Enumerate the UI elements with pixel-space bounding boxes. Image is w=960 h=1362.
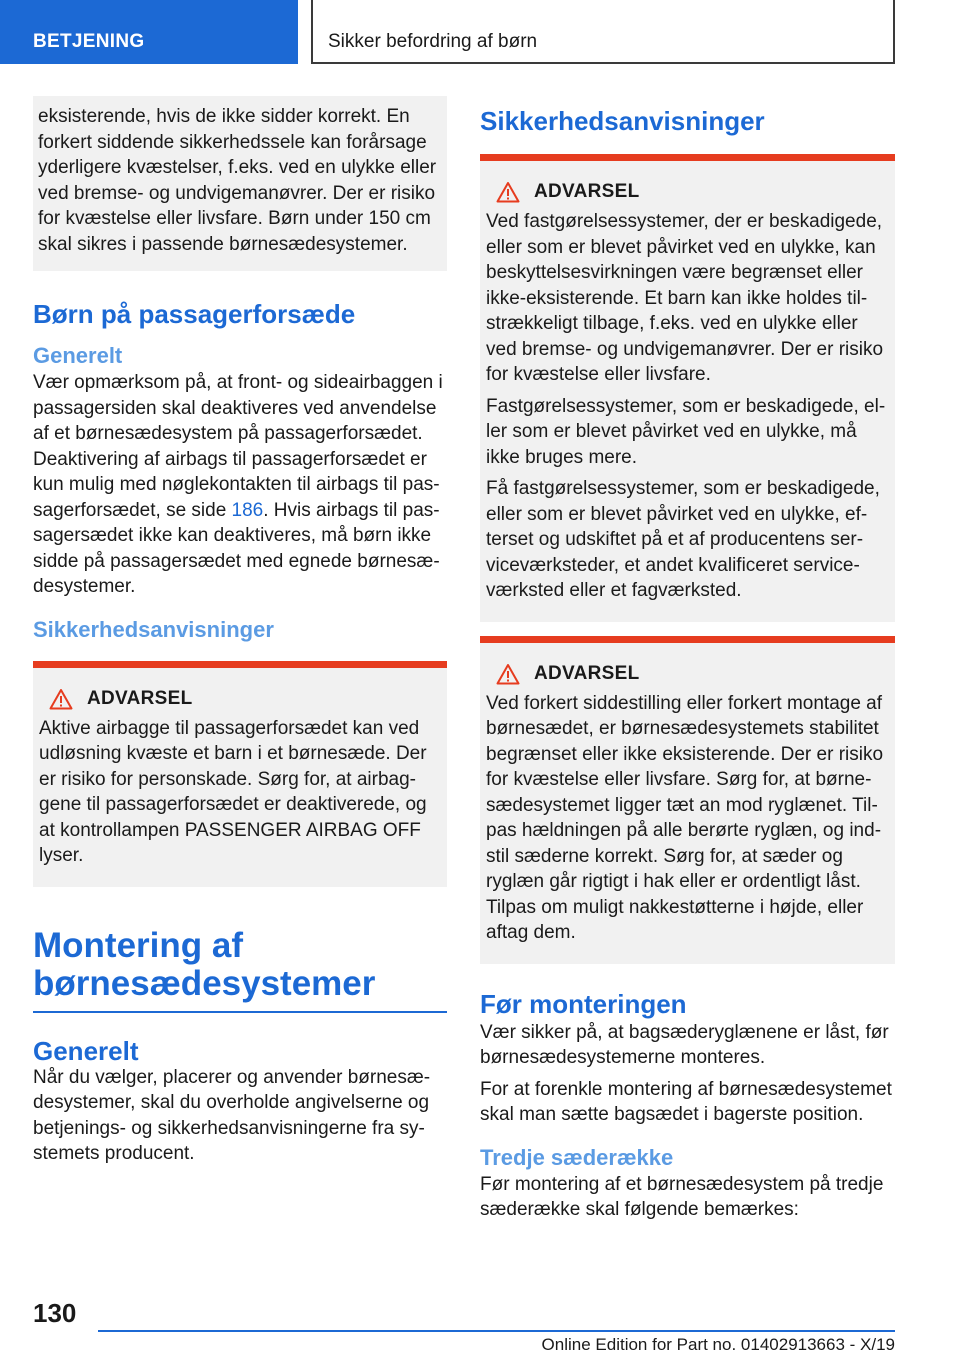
chapter-title: Sikker befordring af børn xyxy=(311,0,895,64)
continued-warning-text: eksisterende, hvis de ikke sidder korrekt. En forkert siddende sikkerhedssele kan forårsage yderligere kvæstelser, f.eks. ved en ulykke eller ved bremse- og undvigemanøvrer. Der er risiko for kvæstelse eller livsfare. Børn under 150 cm skal sikres i passende børnesædesystemer. xyxy=(38,106,437,255)
warning-text: Ved forkert siddestilling eller forkert montage af børnesædet, er børnesædesystemets stabilitet begrænset eller ikke eksisterende. Der er risiko for kvæstelse eller livsfare. Sørg for, at børnesædesystemet ligger tæt an mod ryglænet. Tilpas hældningen på alle berørte ryglæn, og indstil sæderne korrekt. Sørg for, at sæder og ryglæn går rigtigt i hak eller er ordentligt låst. Tilpas om muligt nakkestøtterne i højde, eller aftag dem. xyxy=(486,692,884,943)
warning-triangle-icon xyxy=(49,688,73,710)
warning-triangle-icon xyxy=(496,181,520,203)
warning-title: ADVARSEL xyxy=(87,687,193,709)
page-header xyxy=(0,0,960,66)
warning-title: ADVARSEL xyxy=(534,181,640,202)
right-column xyxy=(480,96,895,1223)
warning-box-seat-position xyxy=(480,636,895,964)
warning-title: ADVARSEL xyxy=(534,662,640,684)
warning-text: Aktive airbagge til passagerforsædet kan ved udløsning kvæste et barn i et børnesæde. Der er risiko for personskade. Sørg for, at airbaggene til passagerforsædet er deaktiverede, og at kontrollampen PASSENGER AIRBAG OFF lyser. xyxy=(39,717,427,866)
warning-text: Fastgørelsessystemer, som er beskadigede, eller som er blevet påvirket ved en ulykke, må ikke bruges mere. xyxy=(486,395,886,468)
heading-passenger-seat: Børn på passagerforsæde xyxy=(33,299,356,329)
subheading-general-mounting: Generelt xyxy=(33,1035,139,1066)
left-column xyxy=(33,96,447,1167)
heading-before-mounting: Før monteringen xyxy=(480,988,687,1019)
mounting-general-paragraph: Når du vælger, placerer og anvender børnesædesystemer, skal du overholde angivelserne og betjenings- og sikkerhedsanvisningerne fra systemets producent. xyxy=(33,1066,431,1164)
subheading-third-row: Tredje sæderække xyxy=(480,1144,674,1170)
warning-text: Ved fastgørelsessystemer, der er beskadigede, eller som er blevet påvirket ved en ulykke, kan beskyttelsesvirkningen være begrænset eller ikke-eksisterende. Et barn kan ikke holdes tilstrækkeligt tilbage, f.eks. ved en ulykke eller ved bremse- og undvigemanøvrer. Der er risiko for kvæstelse eller livsfare. xyxy=(486,211,884,385)
continued-warning-box xyxy=(33,96,447,271)
passenger-airbag-paragraph: Vær opmærksom på, at front- og sideairbaggen i passagersiden skal deaktiveres ved anvendelse af et børnesædesystem på passagerforsædet. Deaktivering af airbags til passagerforsædet er kun mulig med nøglekontakten til airbags til passagerforsædet, se side 186. Hvis airbags til passagersædet ikke kan deaktiveres, må børn ikke sidde på passagersædet med egnede børnesædesystemer. xyxy=(33,372,443,597)
edition-footer: Online Edition for Part no. 01402913663 - X/19 xyxy=(541,1335,895,1354)
page-number: 130 xyxy=(33,1298,77,1328)
warning-box-airbag xyxy=(33,661,447,887)
warning-box-fastening xyxy=(480,154,895,622)
warning-text: Få fastgørelsessystemer, som er beskadigede, eller som er blevet påvirket ved en ulykke, efterset og udskiftet på et af producentens serviceværksteder, et andet kvalificeret serviceværksted eller et fagværksted. xyxy=(486,478,880,601)
page-reference-link[interactable]: 186 xyxy=(231,499,264,521)
heading-mounting: Montering af børnesædesystemer xyxy=(33,927,447,1013)
heading-safety-instructions: Sikkerhedsanvisninger xyxy=(480,106,765,136)
before-mounting-paragraph-1: Vær sikker på, at bagsæderyglænene er låst, før børnesædesystemerne monteres. xyxy=(480,1021,889,1068)
warning-triangle-icon xyxy=(496,663,520,685)
third-row-paragraph: Før montering af et børnesædesystem på tredje sæderække skal følgende bemærkes: xyxy=(480,1173,884,1220)
footer-divider xyxy=(98,1330,895,1332)
subheading-general: Generelt xyxy=(33,343,123,368)
before-mounting-paragraph-2: For at forenkle montering af børnesædesystemet skal man sætte bagsædet i bagerste position. xyxy=(480,1078,892,1125)
section-tab: BETJENING xyxy=(0,0,298,64)
subheading-safety-instructions: Sikkerhedsanvisninger xyxy=(33,616,274,642)
